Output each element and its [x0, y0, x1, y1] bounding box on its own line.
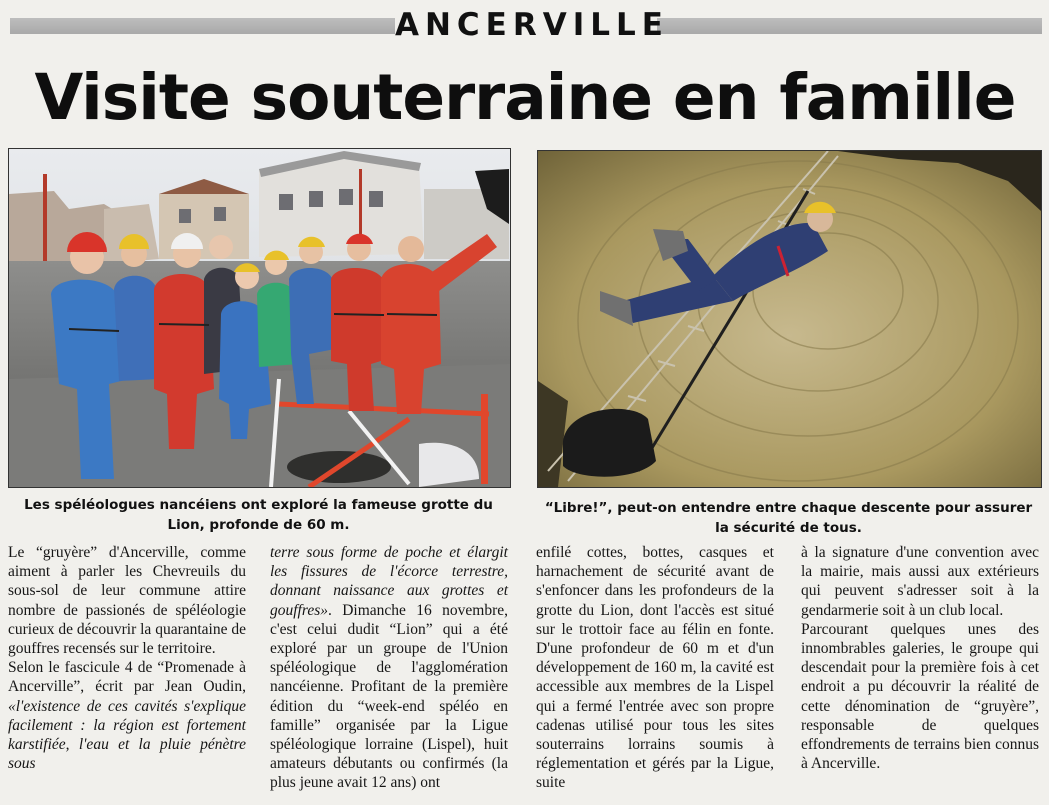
- article-paragraph: enfilé cottes, bottes, casques et harnachement de sécurité avant de s'enfoncer dans les profondeurs de la grotte du Lion, dont l'accès est situé sur le trottoir face au félin en fonte. D'une profondeur de 60 m et d'un développement de 160 m, la cavité est accessible aux membres de la Lispel qui a fermé l'entrée avec son propre cadenas utilisé pour tous les sites souterrains lorrains soumis à réglementation et gérés par la Ligue, suite: [536, 544, 774, 792]
- section-label: ANCERVILLE: [395, 4, 657, 46]
- photo-cavers-group: [8, 148, 511, 488]
- article-quote: «l'existence de ces cavités s'explique facilement : la région est fortement karstifiée, l'eau et la pluie pénètre sous: [8, 697, 246, 773]
- article-column-2: [270, 543, 508, 793]
- article-column-3: [536, 543, 774, 793]
- article-paragraph: à la signature d'une convention avec la mairie, mais aussi aux extérieurs qui peuvent s'adresser soit à la gendarmerie soit à un club local.: [801, 544, 1039, 619]
- article-text: . Dimanche 16 novembre, c'est celui dudit “Lion” qui a été exploré par un groupe de l'Union spéléologique de l'agglomération nancéienne. Profitant de la première édition du “week-end spéléo en famille” organisée par la Ligue spéléologique lorraine (Lispel), huit amateurs débutants ou confirmés (la plus jeune avait 12 ans) ont: [270, 601, 508, 792]
- photo-shaft-descent: [537, 150, 1042, 488]
- article-paragraph: [270, 543, 508, 793]
- photo-caption-right: “Libre!”, peut-on entendre entre chaque descente pour assurer la sécurité de tous.: [544, 500, 1033, 536]
- article-text: Selon le fascicule 4 de “Promenade à Ancerville”, écrit par Jean Oudin,: [8, 659, 246, 696]
- article-paragraph: Le “gruyère” d'Ancerville, comme aiment à parler les Chevreuils du sous-sol de leur commune attire nombre de passionés de spéléologie curieux de découvrir la quarantaine de gouffres recensés sur le territoire.: [8, 544, 246, 658]
- article-column-1: [8, 543, 246, 773]
- article-column-4: [801, 543, 1039, 773]
- article-quote: terre sous forme de poche et élargit les fissures de l'écorce terrestre, donnant naissance aux grottes et gouffres»: [270, 544, 508, 619]
- headline: Visite souterraine en famille: [34, 61, 1016, 134]
- article-paragraph: [8, 658, 246, 773]
- article-paragraph: Parcourant quelques unes des innombrables galeries, le groupe qui descendait pour la première fois à cet endroit a pu découvrir la réalité de cette dénomination de “gruyère”, responsable de quelques effondrements de terrains bien connus à Ancerville.: [801, 620, 1039, 773]
- photo-caption-left: Les spéléologues nancéiens ont exploré la fameuse grotte du Lion, profonde de 60 m.: [24, 497, 493, 533]
